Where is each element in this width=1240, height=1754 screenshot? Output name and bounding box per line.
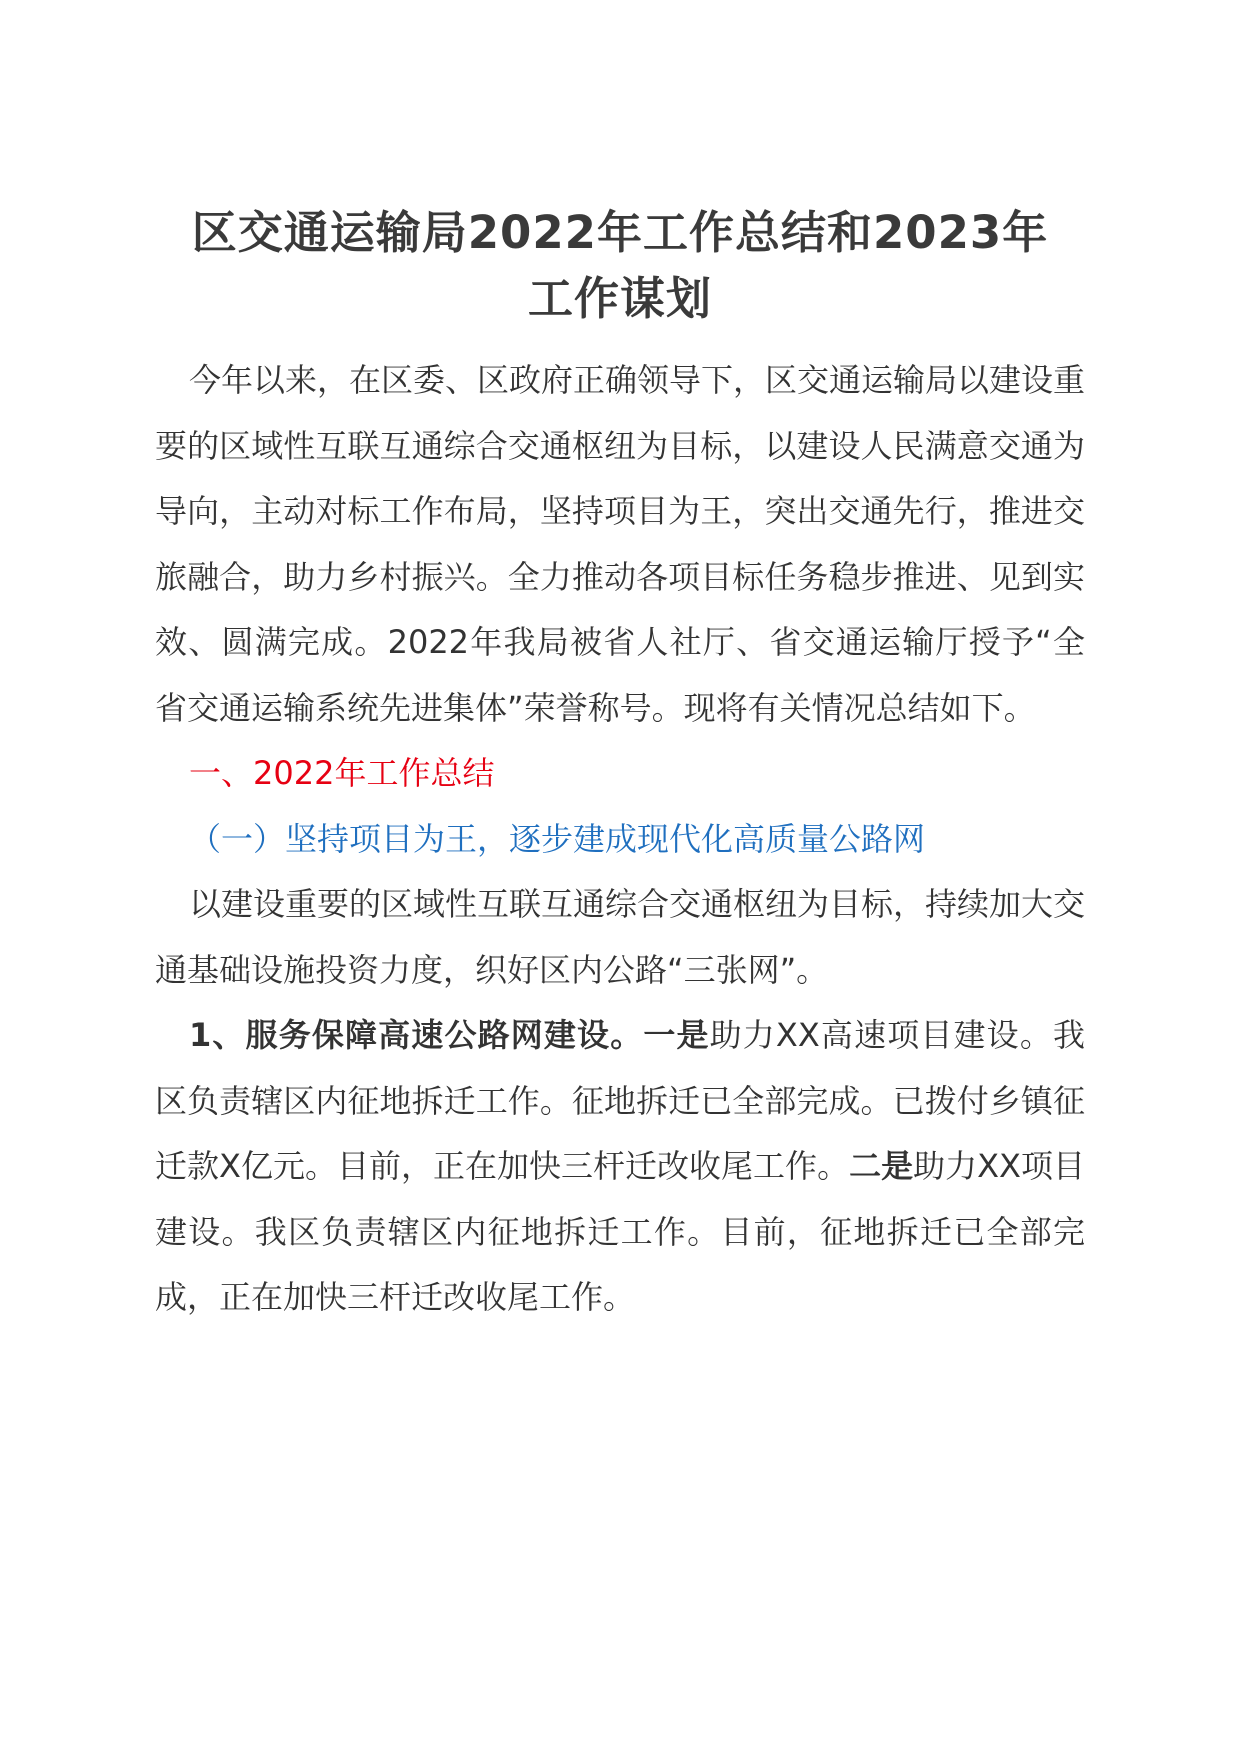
item-1-marker-first: 一是 <box>643 1016 710 1054</box>
item-1-text-first: 助力XX高速项目建设。我区负责辖区内征地拆迁工作。征地拆迁已全部完成。已拨付乡镇征迁款X亿元。目前，正在加快三杆迁改收尾工作。 <box>155 1016 1085 1185</box>
subsection-heading-project: （一）坚持项目为王，逐步建成现代化高质量公路网 <box>189 819 926 858</box>
title-line-2: 工作谋划 <box>527 272 712 325</box>
subsection-paragraph: 以建设重要的区域性互联互通综合交通枢纽为目标，持续加大交通基础设施投资力度，织好区内公路“三张网”。 <box>155 885 1086 989</box>
section-heading-2022-summary: 一、2022年工作总结 <box>189 754 495 792</box>
document-title <box>155 200 1085 332</box>
item-1-marker-second: 二是 <box>849 1147 914 1185</box>
item-1-paragraph <box>155 1003 1085 1331</box>
item-1-title: 1、服务保障高速公路网建设。 <box>189 1016 644 1054</box>
intro-paragraph: 今年以来，在区委、区政府正确领导下，区交通运输局以建设重要的区域性互联互通综合交通枢纽为目标，以建设人民满意交通为导向，主动对标工作布局，坚持项目为王，突出交通先行，推进交旅融合，助力乡村振兴。全力推动各项目标任务稳步推进、见到实效、圆满完成。2022年我局被省人社厅、省交通运输厅授予“全省交通运输系统先进集体”荣誉称号。现将有关情况总结如下。 <box>155 361 1086 727</box>
title-line-1: 区交通运输局2022年工作总结和2023年 <box>191 206 1049 259</box>
item-1-text-second: 助力XX项目建设。我区负责辖区内征地拆迁工作。目前，征地拆迁已全部完成，正在加快三杆迁改收尾工作。 <box>155 1147 1085 1316</box>
document-page <box>155 200 1085 1331</box>
